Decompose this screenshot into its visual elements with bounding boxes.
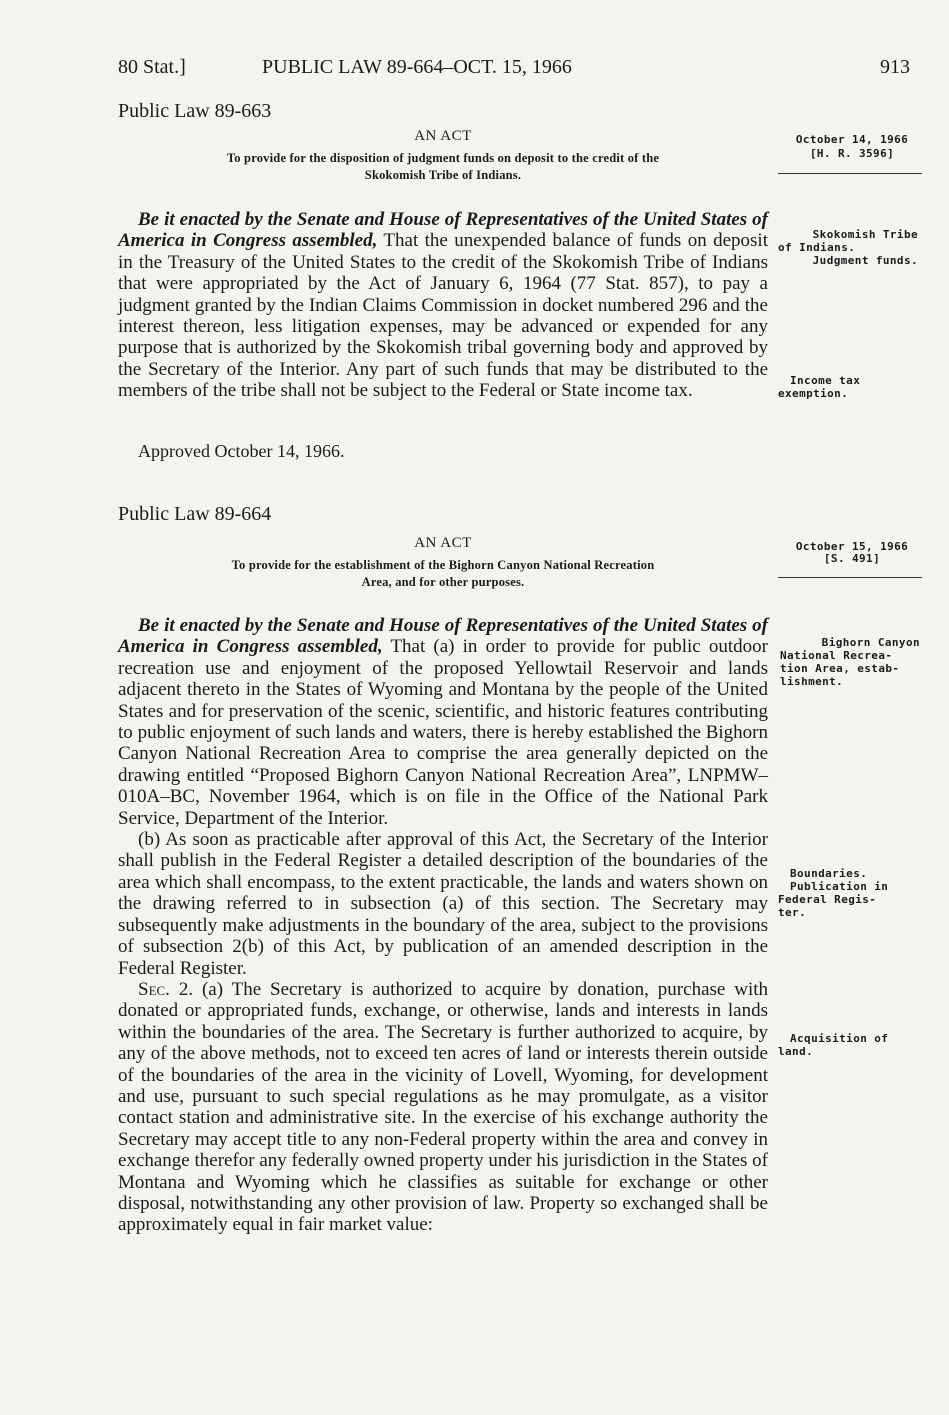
- law1-margin-bill: [H. R. 3596]: [809, 147, 895, 160]
- law2-title: [113, 557, 773, 591]
- law2-para-b: (b) As soon as practicable after approval of this Act, the Secretary of the Interior shall publish in the Federal Register a detailed description of the boundaries of the area which shall encompass, to the extent practicable, the lands and waters shown on the drawing referred to in subsection (a) of this section. The Secretary may subsequently make adjustments in the boundary of the area, subject to the provisions of subsection 2(b) of this Act, by publication of an amended description in the Federal Register.: [118, 829, 768, 979]
- law2-note1-l1: Bighorn Canyon: [821, 636, 920, 649]
- law2-label: Public Law 89-664: [118, 503, 272, 525]
- law2-note2-l3: Federal Regis-: [778, 893, 877, 906]
- law2-note2-l4: ter.: [778, 906, 807, 919]
- law1-note-income-tax: [778, 374, 918, 400]
- law2-note1-l2: National Recrea-: [780, 649, 893, 662]
- law1-note2-l2: exemption.: [778, 387, 849, 400]
- law1-note2-l1: Income tax: [790, 374, 861, 387]
- law2-enacting-clause: Be it enacted by the Senate and House of Representatives of the United States of America in Congress assembled,: [118, 615, 768, 658]
- law2-sec2-text: (a) The Secretary is authorized to acquire by donation, purchase with donated or appropriated funds, exchange, or otherwise, lands and interests in lands within the boundaries of the area. The Secretary is further authorized to acquire, by any of the above methods, not to exceed ten acres of land or interests therein outside of the boundaries of the area in the vicinity of Lovell, Wyoming, for development and use, pursuant to such special regulations as he may promulgate, as a visitor contact station and administrative site. In the exercise of his exchange authority the Secretary may accept title to any non-Federal property within the area and convey in exchange therefor any federally owned property under his jurisdiction in the States of Montana and Wyoming which he classifies as suitable for exchange or other disposal, notwithstanding any other provision of law. Property so exchanged shall be approximately equal in fair market value:: [118, 978, 769, 1236]
- law2-note1-l3: tion Area, estab-: [780, 662, 900, 675]
- law1-title-line2: Skokomish Tribe of Indians.: [364, 168, 522, 182]
- law2-para-a: That (a) in order to provide for public outdoor recreation use and enjoyment of the proposed Yellowtail Reservoir and lands adjacent thereto in the States of Wyoming and Montana by the people of the United States and for preservation of the scenic, scientific, and historic features contributing to public enjoyment of such lands and waters, there is hereby established the Bighorn Canyon National Recreation Area to comprise the area generally depicted on the drawing entitled “Proposed Bighorn Canyon National Recreation Area”, LNPMW–010A–BC, November 1964, which is on file in the Office of the National Park Service, Department of the Interior.: [118, 636, 768, 829]
- law1-body: [118, 209, 768, 402]
- law2-note1-l4: lishment.: [780, 675, 844, 688]
- law2-an-act: AN ACT: [414, 535, 472, 551]
- law1-enacting-clause: Be it enacted by the Senate and House of Representatives of the United States of America in Congress assembled,: [118, 209, 768, 252]
- law2-note3-l2: land.: [778, 1045, 814, 1058]
- law2-note-acquisition: [778, 1032, 918, 1058]
- law2-note-bighorn: [780, 636, 920, 688]
- law2-margin-rule: [778, 577, 922, 578]
- law2-title-line1: To provide for the establishment of the Bighorn Canyon National Recreation: [231, 558, 655, 572]
- law2-note3-l1: Acquisition of: [790, 1032, 889, 1045]
- law1-note1-l1: Skokomish Tribe: [812, 228, 918, 241]
- law2-note2-l2: Publication in: [790, 880, 889, 893]
- law2-title-line2: Area, and for other purposes.: [361, 575, 525, 589]
- law1-note1-l3: Judgment funds.: [812, 254, 918, 267]
- law1-title-line1: To provide for the disposition of judgment funds on deposit to the credit of the: [226, 151, 660, 165]
- law1-an-act: AN ACT: [414, 128, 472, 144]
- law2-sec2-label: Sec. 2.: [138, 978, 194, 1000]
- page-number: 913: [880, 56, 910, 78]
- law2-margin-bill: [S. 491]: [823, 552, 881, 565]
- law1-title: [113, 150, 773, 184]
- law1-note1-l2: of Indians.: [778, 241, 856, 254]
- law2-margin-date: October 15, 1966: [795, 540, 909, 553]
- header-stat-ref: 80 Stat.]: [118, 56, 186, 78]
- law1-margin-date: October 14, 1966: [795, 133, 909, 146]
- law1-note-skokomish: [778, 228, 918, 267]
- header-title: PUBLIC LAW 89-664–OCT. 15, 1966: [262, 56, 572, 78]
- law2-note-boundaries: [778, 867, 918, 919]
- law2-body: [118, 615, 768, 1236]
- law1-body-text: That the unexpended balance of funds on deposit in the Treasury of the United States to the credit of the Skokomish Tribe of Indians that were appropriated by the Act of January 6, 1964 (77 Stat. 857), to pay a judgment granted by the Indian Claims Commission in docket numbered 296 and the interest thereon, less litigation expenses, may be advanced or expended for any purpose that is authorized by the Skokomish tribal governing body and approved by the Secretary of the Interior. Any part of such funds that may be distributed to the members of the tribe shall not be subject to the Federal or State income tax.: [118, 230, 768, 402]
- law1-margin-rule: [778, 173, 922, 174]
- law2-note2-l1: Boundaries.: [790, 867, 868, 880]
- law1-label: Public Law 89-663: [118, 100, 272, 122]
- law1-approved: Approved October 14, 1966.: [138, 441, 345, 461]
